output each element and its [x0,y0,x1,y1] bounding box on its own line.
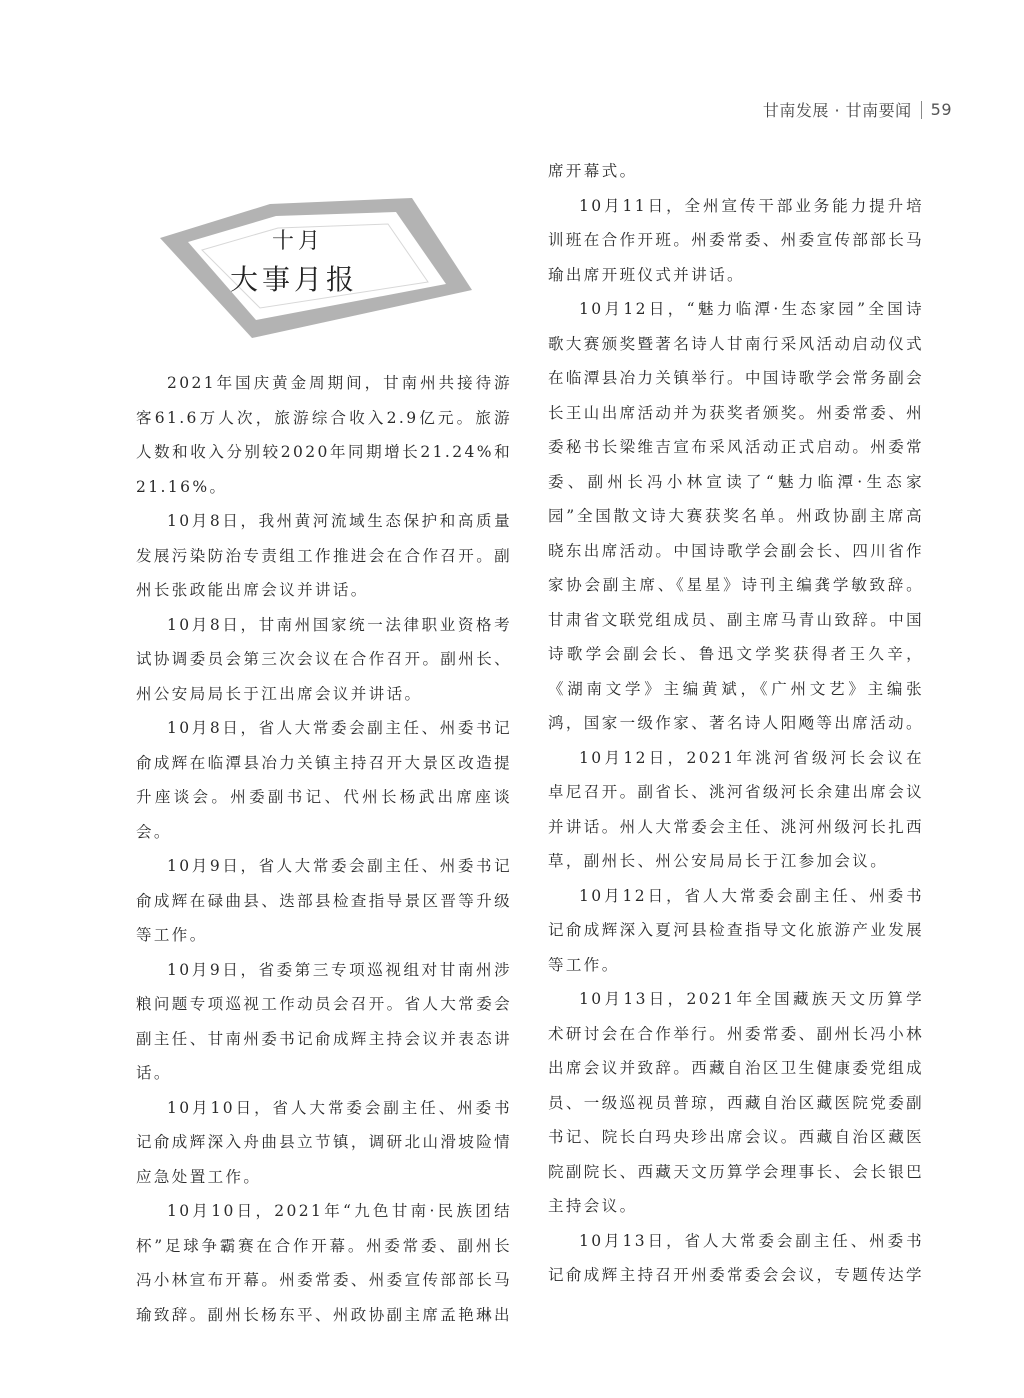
news-item: 10月9日，省人大常委会副主任、州委书记俞成辉在碌曲县、迭部县检查指导景区晋等升级等工作。 [136,857,512,944]
title-line-2: 大事月报 [229,263,358,296]
section-title: 甘南发展 · 甘南要闻 [762,101,912,120]
news-item: 10月8日，省人大常委会副主任、州委书记俞成辉在临潭县冶力关镇主持召开大景区改造提升座谈会。州委副书记、代州长杨武出席座谈会。 [136,719,512,841]
news-item: 10月13日，2021年全国藏族天文历算学术研讨会在合作举行。州委常委、副州长冯小林出席会议并致辞。西藏自治区卫生健康委党组成员、一级巡视员普琼，西藏自治区藏医院党委副书记、院长白玛央珍出席会议。西藏自治区藏医院副院长、西藏天文历算学会理事长、会长银巴主持会议。 [548,990,924,1215]
news-item: 10月10日，2021年“九色甘南·民族团结杯”足球争霸赛在合作开幕。州委常委、副州长冯小林宣布开幕。州委常委、州委宣传部部长马瑜致辞。副州长杨东平、州政协副主席孟艳琳出 [136,1202,512,1324]
news-item: 10月11日，全州宣传干部业务能力提升培训班在合作开班。州委常委、州委宣传部部长马瑜出席开班仪式并讲话。 [548,196,924,284]
news-item: 10月8日，我州黄河流域生态保护和高质量发展污染防治专责组工作推进会在合作召开。副州长张政能出席会议并讲话。 [136,512,512,599]
left-column [136,366,512,1332]
news-item: 10月12日，2021年洮河省级河长会议在卓尼召开。副省长、洮河省级河长余建出席会议并讲话。州人大常委会主任、洮河州级河长扎西草，副州长、州公安局局长于江参加会议。 [548,748,924,870]
news-item: 10月8日，甘南州国家统一法律职业资格考试协调委员会第三次会议在合作召开。副州长、州公安局局长于江出席会议并讲话。 [136,615,512,703]
news-item: 10月12日，省人大常委会副主任、州委书记俞成辉深入夏河县检查指导文化旅游产业发展等工作。 [548,886,924,974]
running-header [763,98,952,121]
title-line-1: 十月 [271,229,324,254]
news-item: 10月10日，省人大常委会副主任、州委书记俞成辉深入舟曲县立节镇，调研北山滑坡险情应急处置工作。 [136,1098,512,1186]
news-item: 10月9日，省委第三专项巡视组对甘南州涉粮问题专项巡视工作动员会召开。省人大常委会副主任、甘南州委书记俞成辉主持会议并表态讲话。 [136,960,512,1082]
header-divider [921,101,922,119]
page-number: 59 [930,100,952,119]
news-item: 2021年国庆黄金周期间，甘南州共接待游客61.6万人次，旅游综合收入2.9亿元。旅游人数和收入分别较2020年同期增长21.24%和21.16%。 [136,374,512,496]
title-badge [160,198,472,338]
news-item: 10月12日，“魅力临潭·生态家园”全国诗歌大赛颁奖暨著名诗人甘南行采风活动启动仪式在临潭县冶力关镇举行。中国诗歌学会常务副会长王山出席活动并为获奖者颁奖。州委常委、州委秘书长梁维吉宣布采风活动正式启动。州委常委、副州长冯小林宣读了“魅力临潭·生态家园”全国散文诗大赛获奖名单。州政协副主席高晓东出席活动。中国诗歌学会副会长、四川省作家协会副主席、《星星》诗刊主编龚学敏致辞。甘肃省文联党组成员、副主席马青山致辞。中国诗歌学会副会长、鲁迅文学奖获得者王久辛，《湖南文学》主编黄斌，《广州文艺》主编张鸿，国家一级作家、著名诗人阳飏等出席活动。 [548,300,924,732]
news-item: 10月13日，省人大常委会副主任、州委书记俞成辉主持召开州委常委会会议，专题传达学 [548,1231,924,1284]
news-item-continuation: 席开幕式。 [548,162,638,180]
right-column [548,154,924,1293]
